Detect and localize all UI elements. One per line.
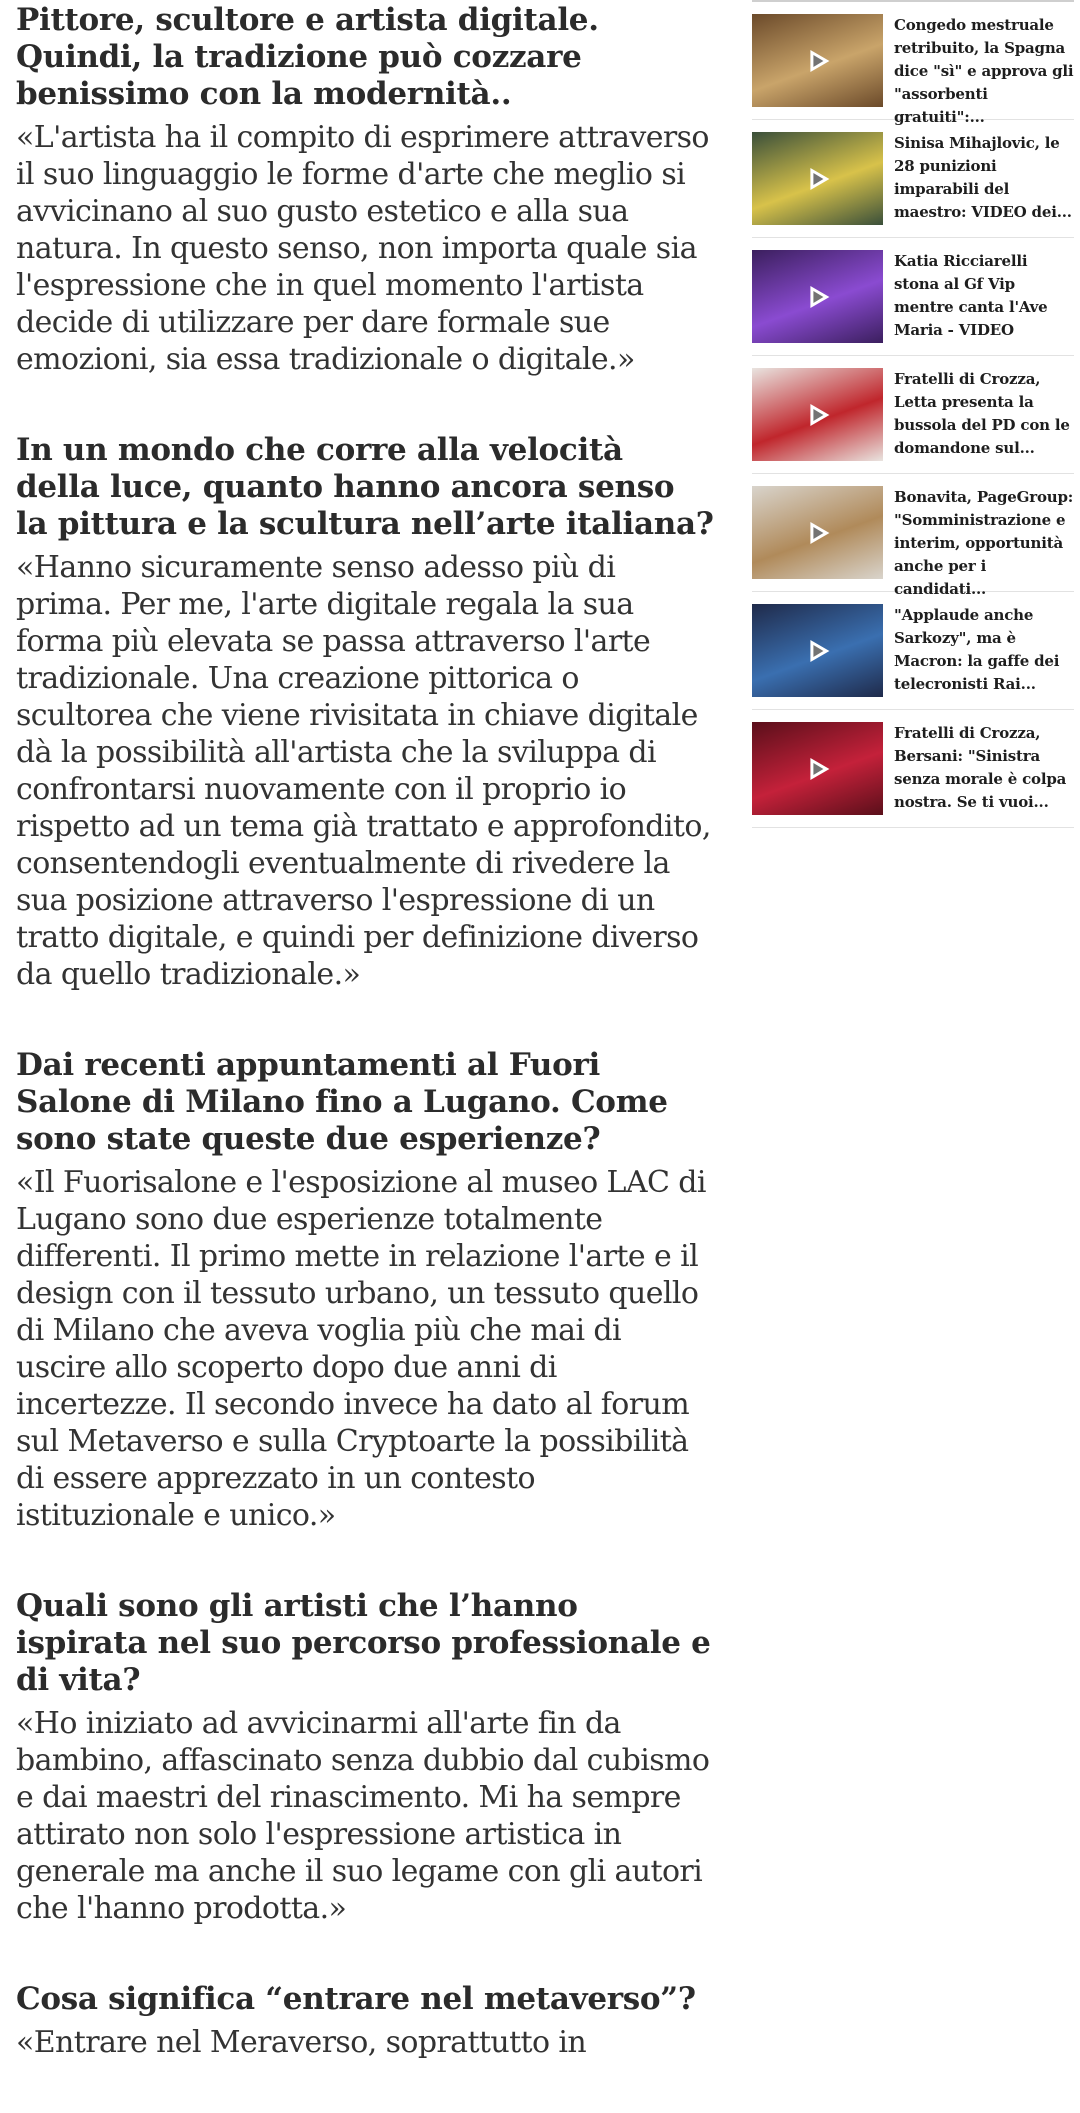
answer-paragraph: «Il Fuorisalone e l'esposizione al museo LAC di Lugano sono due esperienze totalmente differenti. Il primo mette in relazione l'arte e il design con il tessuto urbano, un tessuto quello di Milano che aveva voglia più che mai di uscire allo scoperto dopo due anni di incertezze. Il secondo invece ha dato al forum sul Metaverso e sulla Cryptoarte la possibilità di essere apprezzato in un contesto istituzionale e unico.» bbox=[16, 1165, 706, 1533]
question-heading: Cosa significa “entrare nel metaverso”? bbox=[16, 1981, 696, 2017]
play-icon bbox=[810, 758, 829, 780]
video-title[interactable]: "Applaude anche Sarkozy", ma è Macron: la gaffe dei telecronisti Rai... bbox=[894, 606, 1060, 693]
question-heading: Pittore, scultore e artista digitale. Quindi, la tradizione può cozzare benissimo con la modernità.. bbox=[16, 2, 599, 112]
video-item[interactable] bbox=[752, 356, 1074, 474]
video-title[interactable]: Katia Ricciarelli stona al Gf Vip mentre canta l'Ave Maria - VIDEO bbox=[894, 252, 1048, 339]
question-heading: Dai recenti appuntamenti al Fuori Salone di Milano fino a Lugano. Come sono state queste due esperienze? bbox=[16, 1047, 668, 1157]
video-item[interactable] bbox=[752, 710, 1074, 828]
article-body bbox=[16, 0, 716, 2061]
question-heading: In un mondo che corre alla velocità della luce, quanto hanno ancora senso la pittura e la scultura nell’arte italiana? bbox=[16, 432, 714, 542]
qa-section bbox=[16, 1047, 716, 1534]
video-title[interactable]: Bonavita, PageGroup: "Somministrazione e interim, opportunità anche per i candidati... bbox=[894, 488, 1074, 598]
video-thumbnail[interactable] bbox=[752, 250, 883, 343]
play-icon bbox=[810, 522, 829, 544]
video-title[interactable]: Fratelli di Crozza, Bersani: "Sinistra senza morale è colpa nostra. Se ti vuoi... bbox=[894, 724, 1067, 811]
play-icon bbox=[810, 168, 829, 190]
qa-section bbox=[16, 2, 716, 378]
video-thumbnail[interactable] bbox=[752, 132, 883, 225]
answer-paragraph: «Ho iniziato ad avvicinarmi all'arte fin da bambino, affascinato senza dubbio dal cubismo e dai maestri del rinascimento. Mi ha sempre attirato non solo l'espressione artistica in generale ma anche il suo legame con gli autori che l'hanno prodotta.» bbox=[16, 1706, 710, 1926]
answer-paragraph: «Hanno sicuramente senso adesso più di prima. Per me, l'arte digitale regala la sua forma più elevata se passa attraverso l'arte tradizionale. Una creazione pittorica o scultorea che viene rivisitata in chiave digitale dà la possibilità all'artista che la sviluppa di confrontarsi nuovamente con il proprio io rispetto ad un tema già trattato e approfondito, consentendogli eventualmente di rivedere la sua posizione attraverso l'espressione di un tratto digitale, e quindi per definizione diverso da quello tradizionale.» bbox=[16, 550, 711, 992]
video-title[interactable]: Sinisa Mihajlovic, le 28 punizioni imparabili del maestro: VIDEO dei... bbox=[894, 134, 1072, 221]
qa-section bbox=[16, 432, 716, 993]
video-item[interactable] bbox=[752, 120, 1074, 238]
video-title[interactable]: Fratelli di Crozza, Letta presenta la bussola del PD con le domandone sul... bbox=[894, 370, 1070, 457]
video-item[interactable] bbox=[752, 238, 1074, 356]
video-thumbnail[interactable] bbox=[752, 604, 883, 697]
play-icon bbox=[810, 286, 829, 308]
answer-paragraph: «Entrare nel Meraverso, soprattutto in bbox=[16, 2025, 587, 2060]
play-icon bbox=[810, 50, 829, 72]
play-icon bbox=[810, 640, 829, 662]
video-thumbnail[interactable] bbox=[752, 368, 883, 461]
video-item[interactable] bbox=[752, 592, 1074, 710]
qa-section bbox=[16, 1588, 716, 1927]
answer-paragraph: «L'artista ha il compito di esprimere attraverso il suo linguaggio le forme d'arte che meglio si avvicinano al suo gusto estetico e alla sua natura. In questo senso, non importa quale sia l'espressione che in quel momento l'artista decide di utilizzare per dare formale sue emozioni, sia essa tradizionale o digitale.» bbox=[16, 120, 709, 377]
video-thumbnail[interactable] bbox=[752, 14, 883, 107]
question-heading: Quali sono gli artisti che l’hanno ispirata nel suo percorso professionale e di vita? bbox=[16, 1588, 711, 1698]
qa-section bbox=[16, 1981, 716, 2061]
play-icon bbox=[810, 404, 829, 426]
video-thumbnail[interactable] bbox=[752, 722, 883, 815]
video-thumbnail[interactable] bbox=[752, 486, 883, 579]
video-title[interactable]: Congedo mestruale retribuito, la Spagna dice "sì" e approva gli "assorbenti gratuiti":... bbox=[894, 16, 1074, 126]
video-item[interactable] bbox=[752, 0, 1074, 126]
video-item[interactable] bbox=[752, 474, 1074, 598]
related-videos-sidebar bbox=[752, 0, 1074, 828]
